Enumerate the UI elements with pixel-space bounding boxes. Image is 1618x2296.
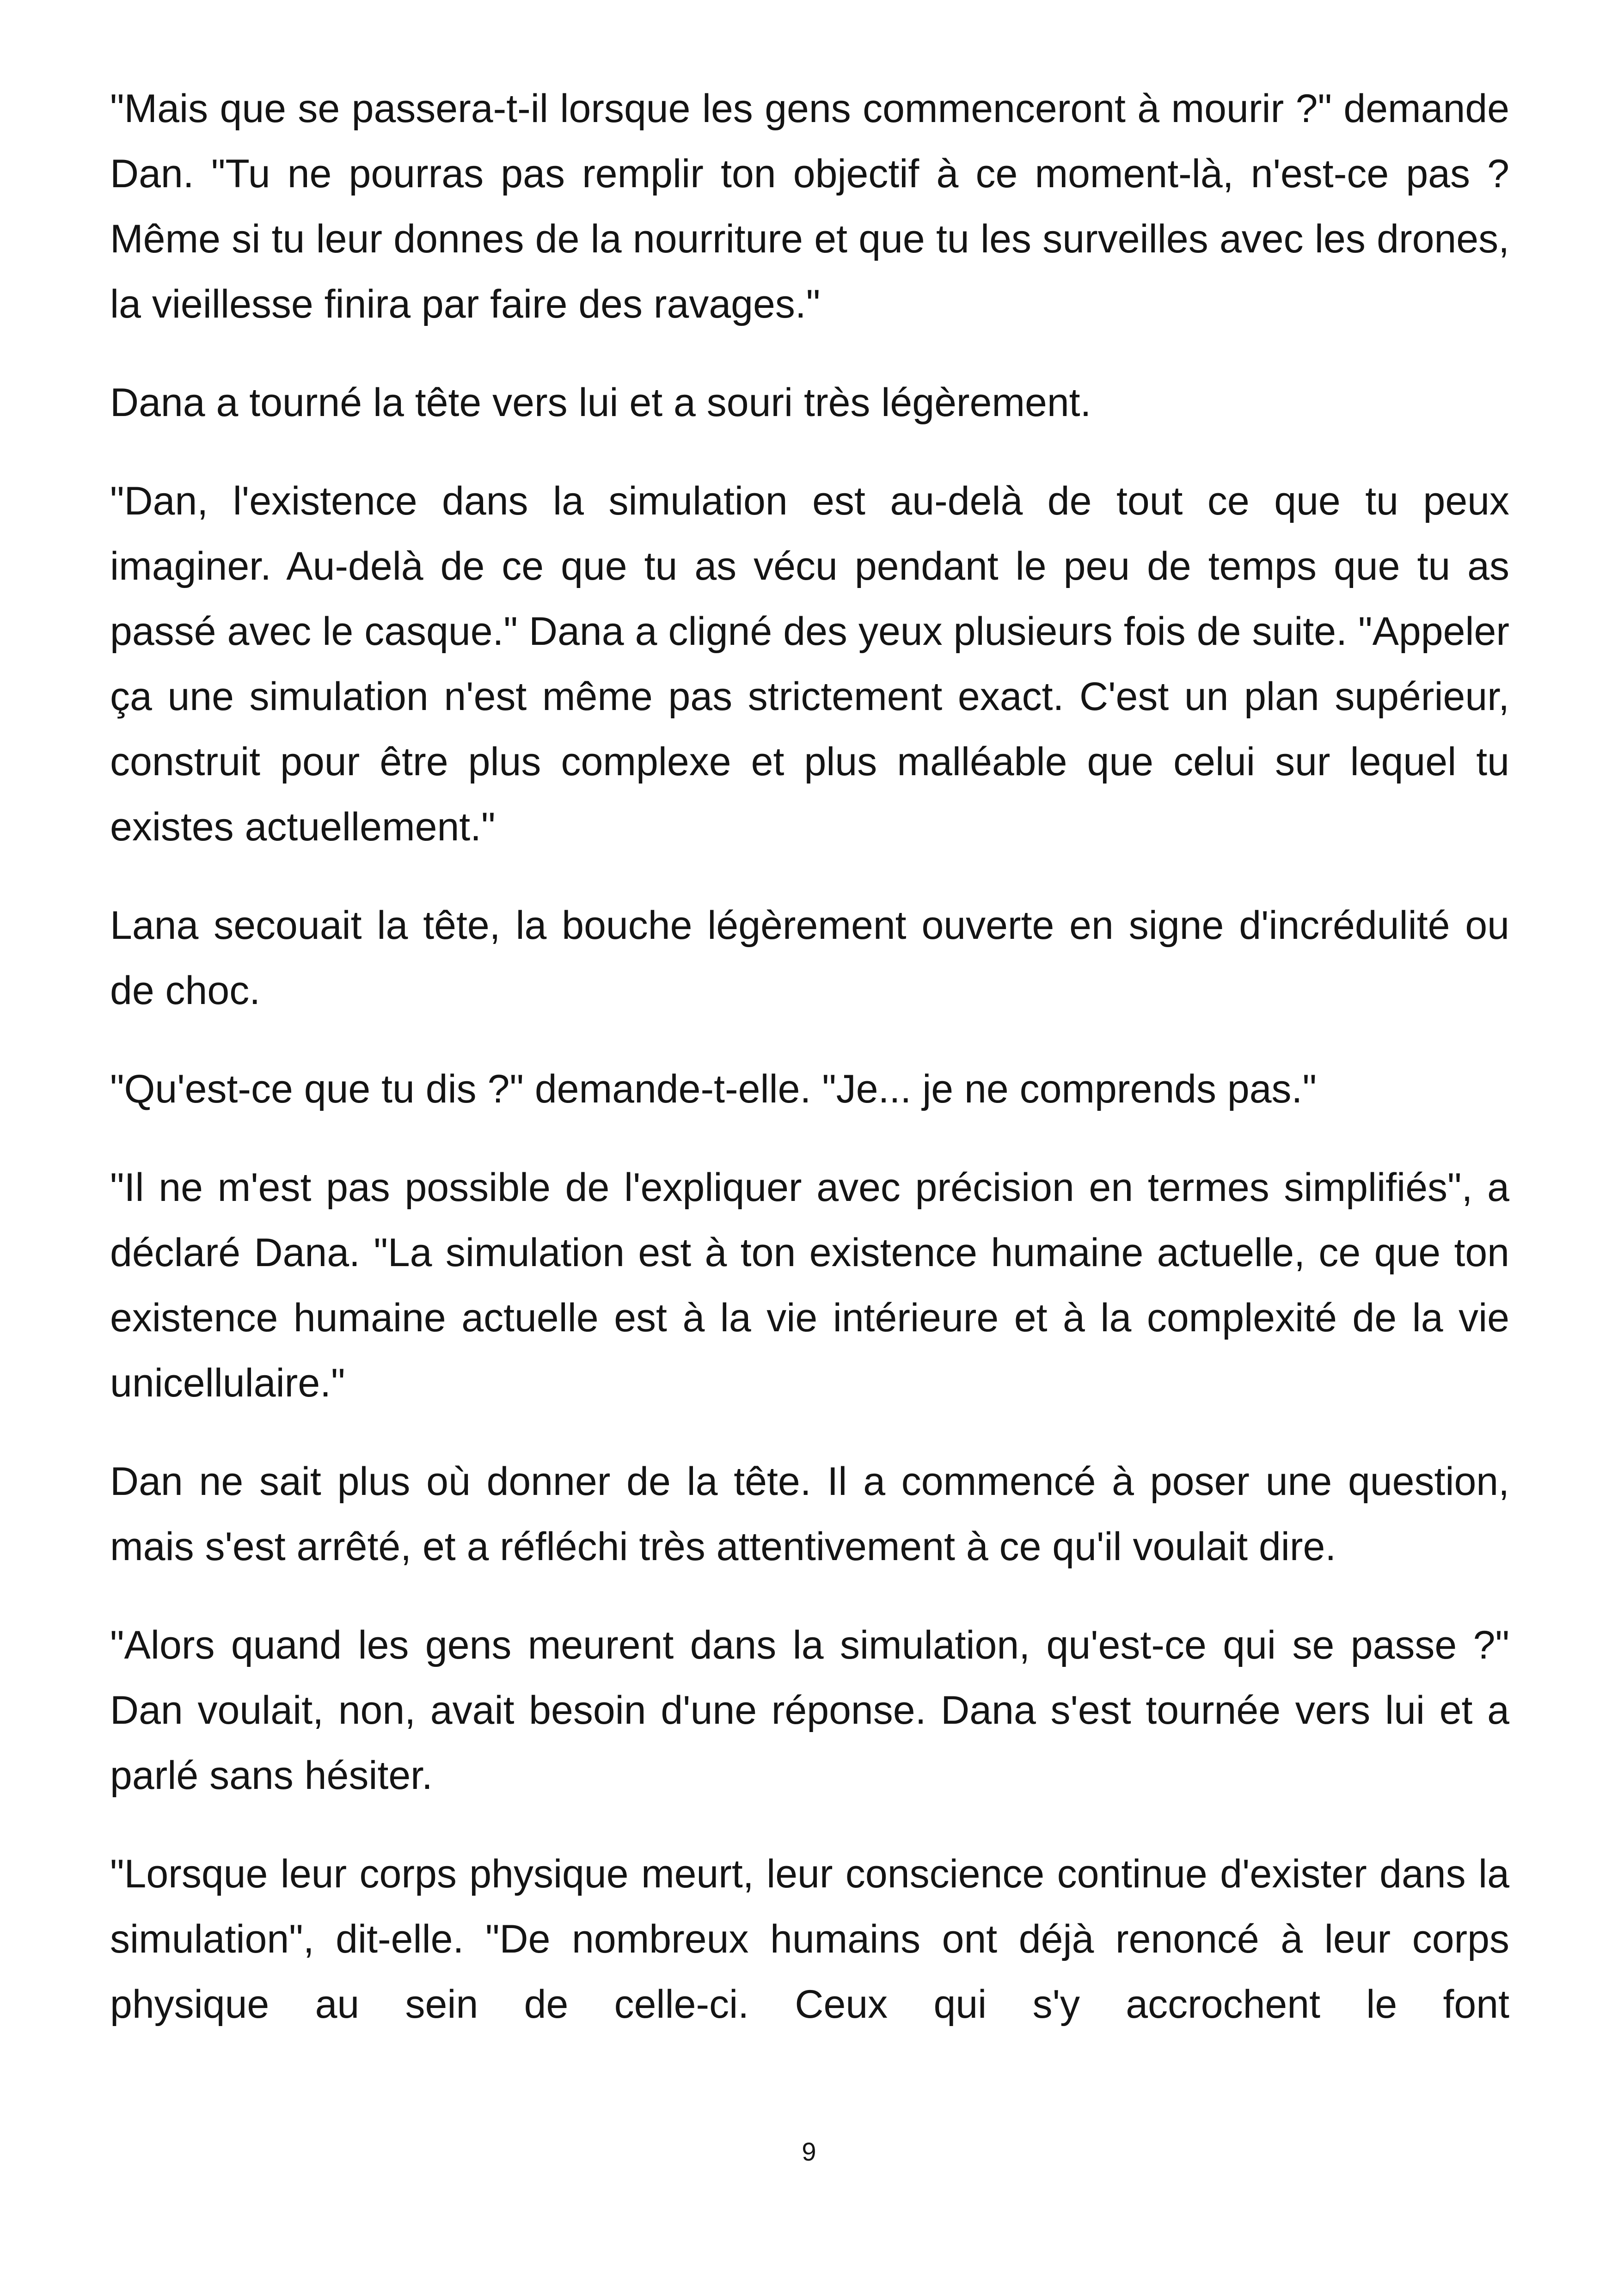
paragraph: "Il ne m'est pas possible de l'expliquer avec précision en termes simplifiés", a déclaré Dana. "La simulation est à ton existence humaine actuelle, ce que ton existence humaine actuelle est à la vie intérieure et à la complexité de la vie unicellulaire." [110, 1165, 1509, 1405]
paragraph-continued: "Lorsque leur corps physique meurt, leur conscience continue d'exister dans la simulation", dit-elle. "De nombreux humains ont déjà renoncé à leur corps physique au sein de celle-ci. Ceux qui s'y accrochent le font [110, 1852, 1509, 2027]
paragraph: "Qu'est-ce que tu dis ?" demande-t-elle. "Je... je ne comprends pas." [110, 1067, 1317, 1111]
paragraph: Dana a tourné la tête vers lui et a souri très légèrement. [110, 380, 1091, 425]
page-number: 9 [802, 2137, 816, 2166]
paragraph: "Alors quand les gens meurent dans la simulation, qu'est-ce qui se passe ?" Dan voulait, non, avait besoin d'une réponse. Dana s'est tournée vers lui et a parlé sans hésiter. [110, 1623, 1509, 1798]
paragraph: Dan ne sait plus où donner de la tête. Il a commencé à poser une question, mais s'est arrêté, et a réfléchi très attentivement à ce qu'il voulait dire. [110, 1459, 1509, 1569]
paragraph: "Dan, l'existence dans la simulation est au-delà de tout ce que tu peux imaginer. Au-delà de ce que tu as vécu pendant le peu de temps que tu as passé avec le casque." Dana a cligné des yeux plusieurs fois de suite. "Appeler ça une simulation n'est même pas strictement exact. C'est un plan supérieur, construit pour être plus complexe et plus malléable que celui sur lequel tu existes actuellement." [110, 479, 1509, 849]
paragraph: "Mais que se passera-t-il lorsque les gens commenceront à mourir ?" demande Dan. "Tu ne pourras pas remplir ton objectif à ce moment-là, n'est-ce pas ? Même si tu leur donnes de la nourriture et que tu les surveilles avec les drones, la vieillesse finira par faire des ravages." [110, 86, 1509, 326]
paragraph: Lana secouait la tête, la bouche légèrement ouverte en signe d'incrédulité ou de choc. [110, 903, 1509, 1013]
body-text [110, 76, 1509, 2037]
